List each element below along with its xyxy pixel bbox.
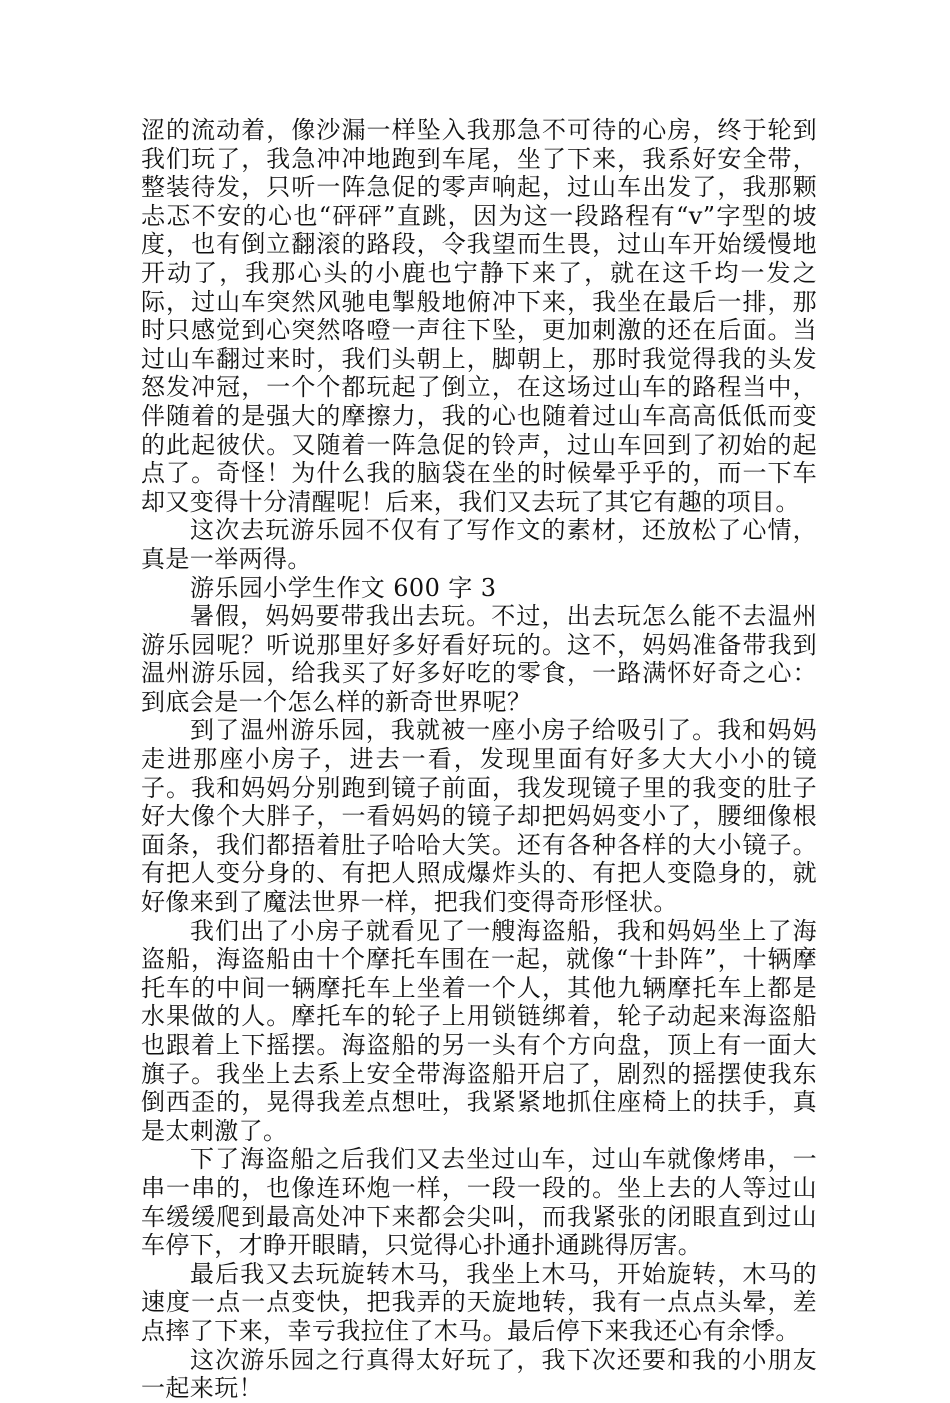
paragraph-roller-coaster: 下了海盗船之后我们又去坐过山车，过山车就像烤串，一串一串的，也像连环炮一样，一段一段的。坐上去的人等过山车缓缓爬到最高处冲下来都会尖叫，而我紧张的闭眼直到过山车停下，才睁开眼睛，只觉得心扑通扑通跳得厉害。 — [141, 1145, 817, 1260]
paragraph-pirate-ship: 我们出了小房子就看见了一艘海盗船，我和妈妈坐上了海盗船，海盗船由十个摩托车围在一起，就像“十卦阵”，十辆摩托车的中间一辆摩托车上坐着一个人，其他九辆摩托车上都是水果做的人。摩托车的轮子上用锁链绑着，轮子动起来海盗船也跟着上下摇摆。海盗船的另一头有个方向盘，顶上有一面大旗子。我坐上去系上安全带海盗船开启了，剧烈的摇摆使我东倒西歪的，晃得我差点想吐，我紧紧地抓住座椅上的扶手，真是太刺激了。 — [141, 916, 817, 1145]
paragraph-conclusion-1: 这次去玩游乐园不仅有了写作文的素材，还放松了心情，真是一举两得。 — [141, 516, 817, 573]
essay-heading: 游乐园小学生作文 600 字 3 — [190, 573, 497, 602]
paragraph-summer-trip: 暑假，妈妈要带我出去玩。不过，出去玩怎么能不去温州游乐园呢？听说那里好多好看好玩的。这不，妈妈准备带我到温州游乐园，给我买了好多好吃的零食，一路满怀好奇之心：到底会是一个怎么样的新奇世界呢？ — [141, 602, 817, 716]
document-page — [141, 116, 817, 1403]
paragraph-carousel: 最后我又去玩旋转木马，我坐上木马，开始旋转，木马的速度一点一点变快，把我弄的天旋地转，我有一点点头晕，差点摔了下来，幸亏我拉住了木马。最后停下来我还心有余悸。 — [141, 1259, 817, 1345]
paragraph-mirror-house: 到了温州游乐园，我就被一座小房子给吸引了。我和妈妈走进那座小房子，进去一看，发现里面有好多大大小小的镜子。我和妈妈分别跑到镜子前面，我发现镜子里的我变的肚子好大像个大胖子，一看妈妈的镜子却把妈妈变小了，腰细像根面条，我们都捂着肚子哈哈大笑。还有各种各样的大小镜子。有把人变分身的、有把人照成爆炸头的、有把人变隐身的，就好像来到了魔法世界一样，把我们变得奇形怪状。 — [141, 716, 817, 917]
paragraph-conclusion-2: 这次游乐园之行真得太好玩了，我下次还要和我的小朋友一起来玩！ — [141, 1345, 817, 1403]
paragraph-roller-coaster-continued: 涩的流动着，像沙漏一样坠入我那急不可待的心房，终于轮到我们玩了，我急冲冲地跑到车尾，坐了下来，我系好安全带，整装待发，只听一阵急促的零声响起，过山车出发了，我那颗忐忑不安的心也“砰砰”直跳，因为这一段路程有“v”字型的坡度，也有倒立翻滚的路段，令我望而生畏，过山车开始缓慢地开动了，我那心头的小鹿也宁静下来了，就在这千均一发之际，过山车突然风驰电掣般地俯冲下来，我坐在最后一排，那时只感觉到心突然咯噔一声往下坠，更加刺激的还在后面。当过山车翻过来时，我们头朝上，脚朝上，那时我觉得我的头发怒发冲冠，一个个都玩起了倒立，在这场过山车的路程当中，伴随着的是强大的摩擦力，我的心也随着过山车高高低低而变的此起彼伏。又随着一阵急促的铃声，过山车回到了初始的起点了。奇怪！为什么我的脑袋在坐的时候晕乎乎的，而一下车却又变得十分清醒呢！后来，我们又去玩了其它有趣的项目。 — [141, 116, 817, 516]
